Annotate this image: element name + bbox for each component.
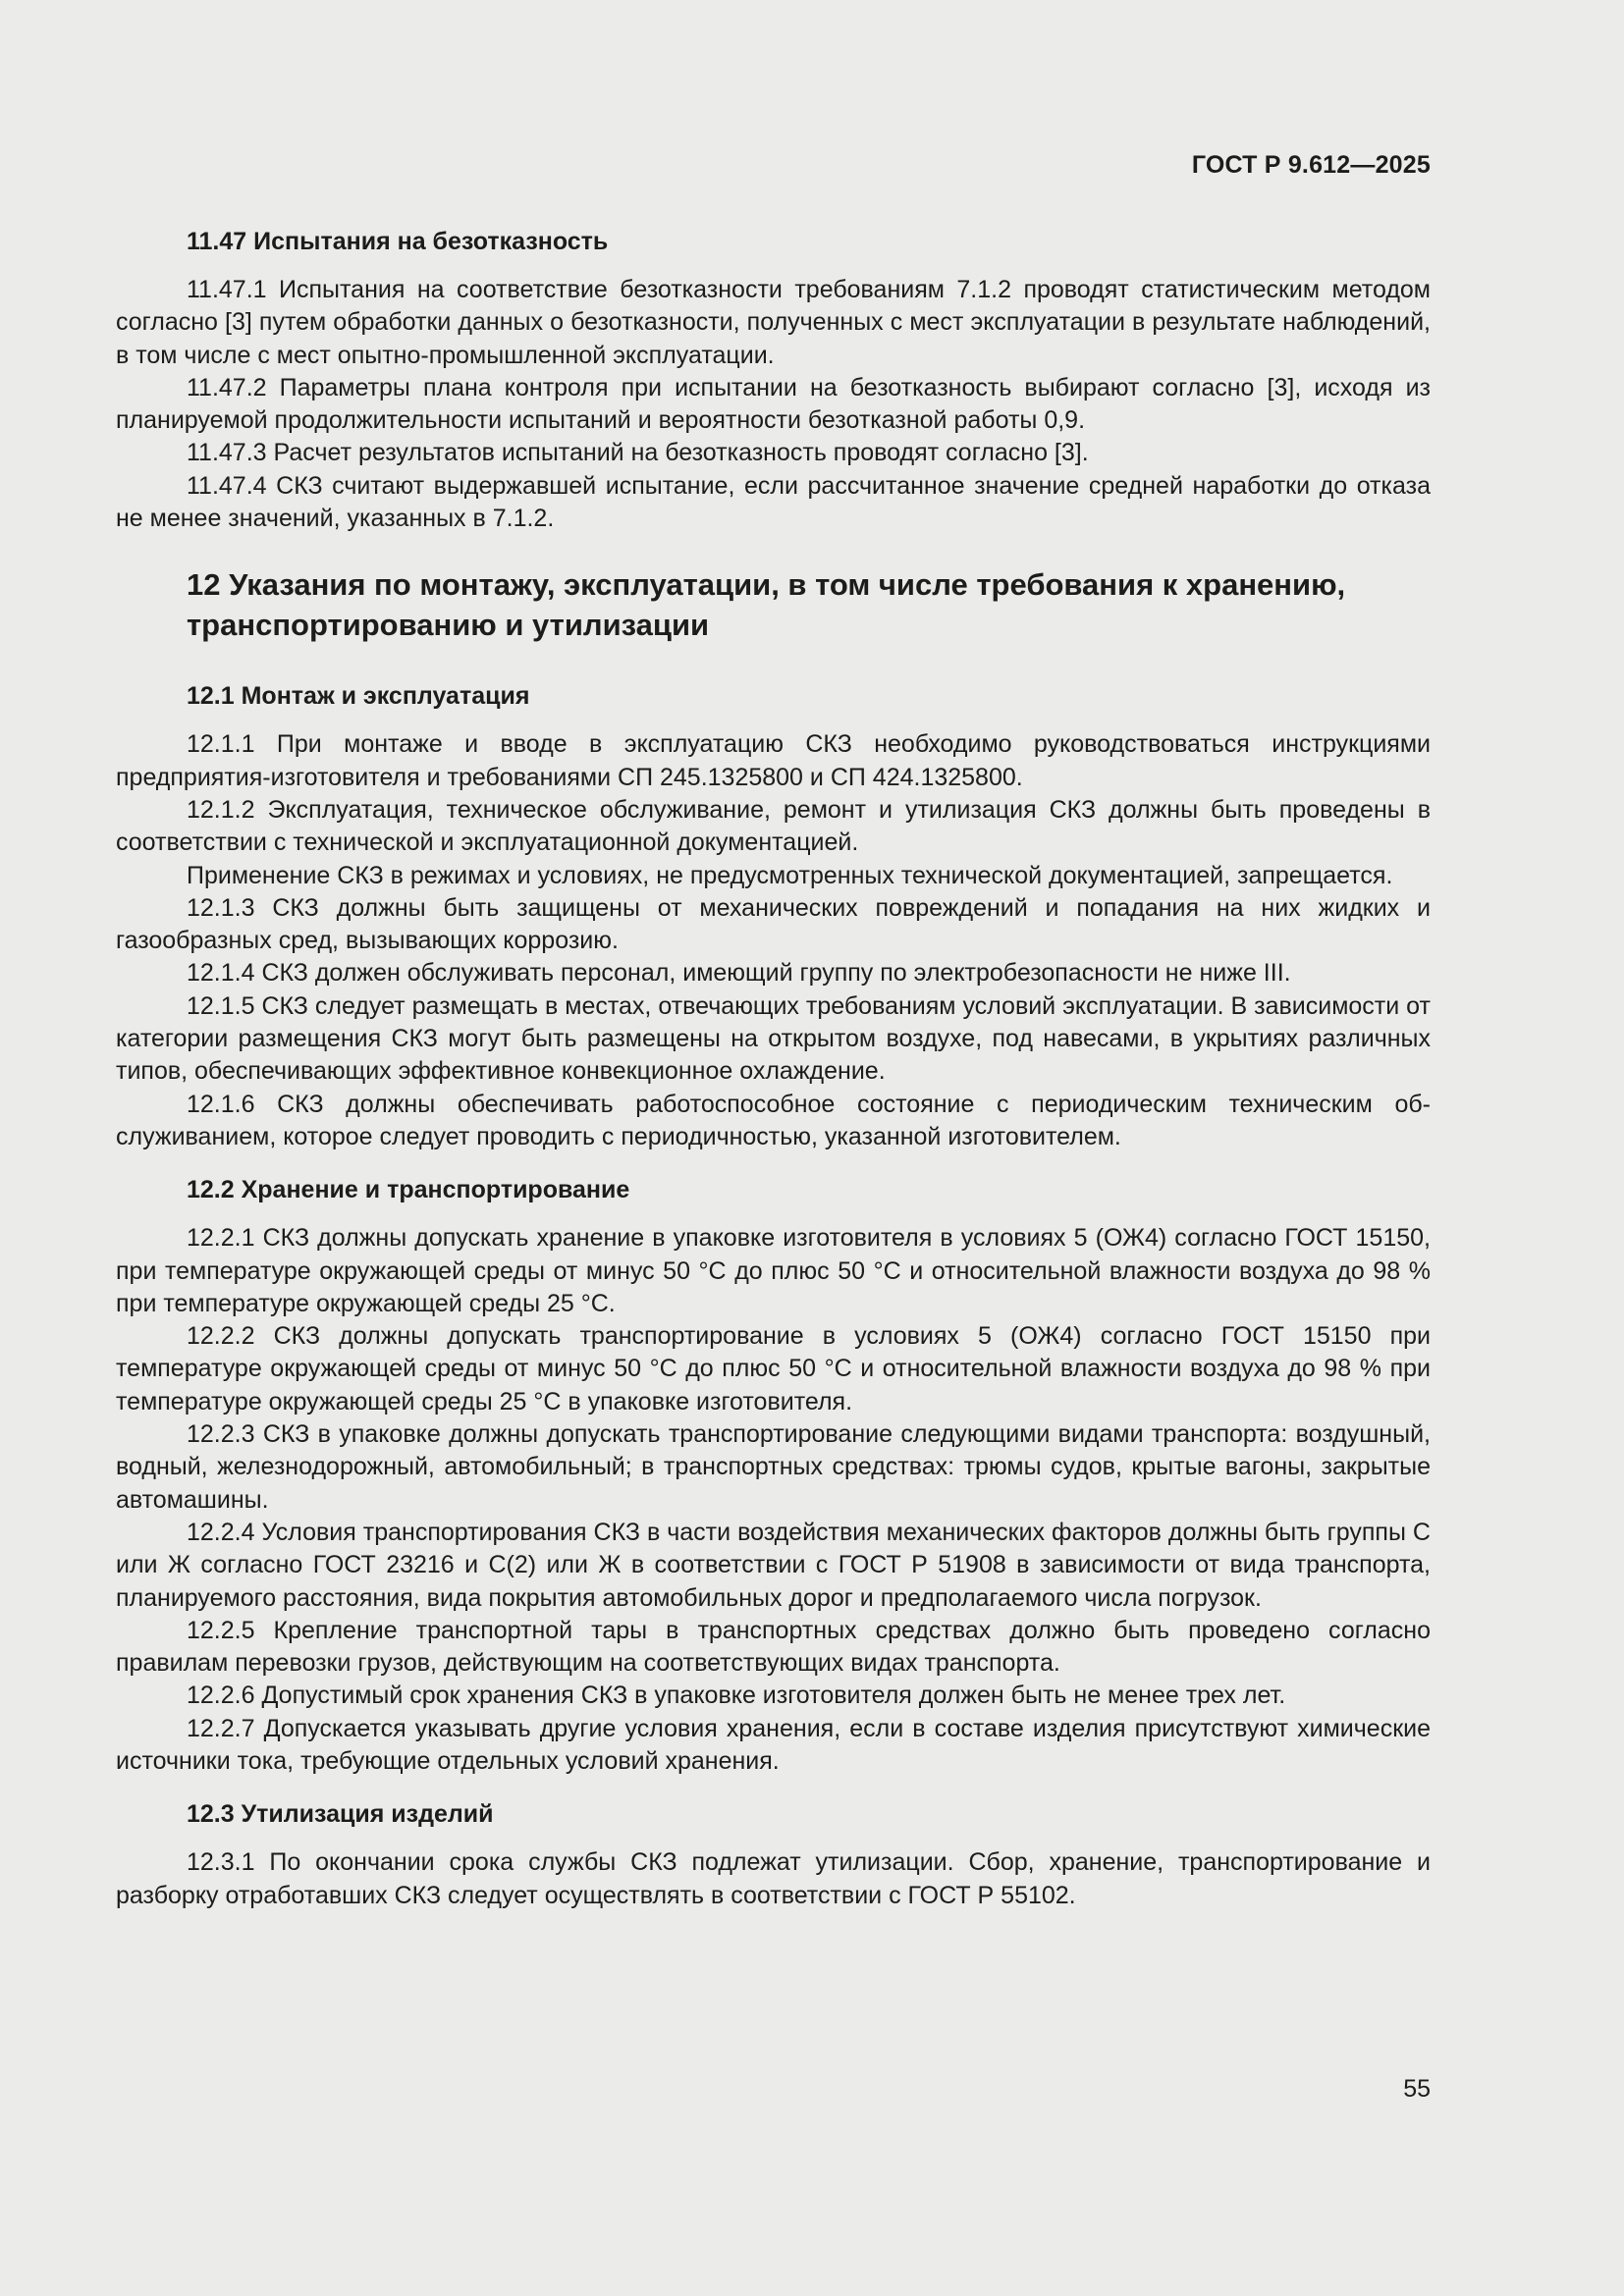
paragraph-11-47-2: 11.47.2 Параметры плана контроля при испытании на безотказность выбирают согласно [3], исходя из планируемой продолжительности испытаний и вероятности безотказной работы 0,9.	[116, 373, 1431, 435]
document-page	[116, 0, 1431, 2296]
section-11-47	[116, 226, 1431, 535]
paragraph-12-2-2: 12.2.2 СКЗ должны допускать транспортирование в условиях 5 (ОЖ4) согласно ГОСТ 15150 при температуре окружающей среды от минус 50 °С до плюс 50 °С и относительной влажности воздуха до 98 % при температуре окружающей среды 25 °С в упаковке изготовителя.	[116, 1322, 1431, 1415]
page-number: 55	[1403, 2075, 1431, 2103]
paragraph-12-1-4: 12.1.4 СКЗ должен обслуживать персонал, имеющий группу по электробезопасности не ниже III.	[187, 959, 1291, 988]
paragraph-12-2-1: 12.2.1 СКЗ должны допускать хранение в упаковке изготовителя в условиях 5 (ОЖ4) согласно ГОСТ 15150, при температуре окружающей среды от минус 50 °С до плюс 50 °С и относительной влажности воздуха до 98 % при температуре окружающей среды 25 °С.	[116, 1224, 1431, 1317]
paragraph-12-2-6: 12.2.6 Допустимый срок хранения СКЗ в упаковке изготовителя должен быть не менее трех лет.	[187, 1682, 1286, 1710]
paragraph-12-1-6: 12.1.6 СКЗ должны обеспечивать работоспособное состояние с периодическим техническим обслуживанием, которое следует проводить с периодичностью, указанной изготовителем.	[116, 1090, 1431, 1150]
section-title: 12.3 Утилизация изделий	[187, 1800, 494, 1829]
document-code-header: ГОСТ Р 9.612—2025	[1191, 151, 1431, 179]
paragraph-11-47-4: 11.47.4 СКЗ считают выдержавшей испытание, если рассчитанное значение средней наработки до отказа не менее значений, указанных в 7.1.2.	[116, 471, 1431, 533]
section-title: 12.2 Хранение и транспортирование	[187, 1176, 630, 1204]
section-12-1	[116, 680, 1431, 1153]
document-body	[116, 226, 1431, 1912]
paragraph-12-1-1: 12.1.1 При монтаже и вводе в эксплуатацию СКЗ необходимо руководствоваться инструкциями предприятия-изготовителя и требованиями СП 245.1325800 и СП 424.1325800.	[116, 730, 1431, 791]
paragraph-12-2-7: 12.2.7 Допускается указывать другие условия хранения, если в составе изделия присутствуют химические источники тока, требующие отдельных условий хранения.	[116, 1714, 1431, 1775]
paragraph-12-1-3: 12.1.3 СКЗ должны быть защищены от механических повреждений и попадания на них жидких и газообразных сред, вызывающих коррозию.	[116, 893, 1431, 955]
section-12-2	[116, 1174, 1431, 1778]
section-12-3	[116, 1798, 1431, 1912]
section-title: 12.1 Монтаж и эксплуатация	[187, 682, 530, 711]
paragraph-11-47-3: 11.47.3 Расчет результатов испытаний на безотказность проводят согласно [3].	[187, 439, 1089, 467]
paragraph-12-1-5: 12.1.5 СКЗ следует размещать в местах, отвечающих требованиям условий эксплуатации. В зависимости от категории размещения СКЗ могут быть размещены на открытом воздухе, под навесами, в укрытиях различных типов, обеспечивающих эффективное конвекционное охлаждение.	[116, 991, 1431, 1086]
paragraph-12-3-1: 12.3.1 По окончании срока службы СКЗ подлежат утилизации. Сбор, хранение, транспортирование и разборку отработавших СКЗ следует осуществлять в соответствии с ГОСТ Р 55102.	[116, 1848, 1431, 1909]
paragraph-11-47-1: 11.47.1 Испытания на соответствие безотказности требованиям 7.1.2 проводят статистическим методом согласно [3] путем обработки данных о безотказности, полученных с мест эксплуатации в результате наблюдений, в том числе с мест опытно-промышленной эксплуатации.	[116, 276, 1431, 369]
paragraph-12-2-4: 12.2.4 Условия транспортирования СКЗ в части воздействия механических факторов должны быть группы С или Ж согласно ГОСТ 23216 и С(2) или Ж в соответствии с ГОСТ Р 51908 в зависимости от вида транспорта, планируемого расстояния, вида покрытия автомобильных дорог и предполагаемого числа погрузок.	[116, 1518, 1431, 1612]
chapter-title-12: 12 Указания по монтажу, эксплуатации, в том числе требования к хранению, транспортированию и утилизации	[187, 567, 1346, 643]
paragraph-12-1-2: 12.1.2 Эксплуатация, техническое обслуживание, ремонт и утилизация СКЗ должны быть проведены в соответствии с технической и эксплуатационной документацией.	[116, 795, 1431, 857]
section-title: 11.47 Испытания на безотказность	[187, 228, 609, 255]
paragraph-12-2-5: 12.2.5 Крепление транспортной тары в транспортных средствах должно быть проведено согласно правилам перевозки грузов, действующим на соответствующих видах транспорта.	[116, 1616, 1431, 1678]
paragraph-12-2-3: 12.2.3 СКЗ в упаковке должны допускать транспортирование следующими видами транспорта: воздушный, водный, железнодорожный, автомобильный; в транспортных средствах: трюмы судов, крытые вагоны, закрытые автомашины.	[116, 1420, 1431, 1514]
paragraph-12-1-2-note: Применение СКЗ в режимах и условиях, не предусмотренных технической документацией, запрещается.	[187, 861, 1393, 889]
